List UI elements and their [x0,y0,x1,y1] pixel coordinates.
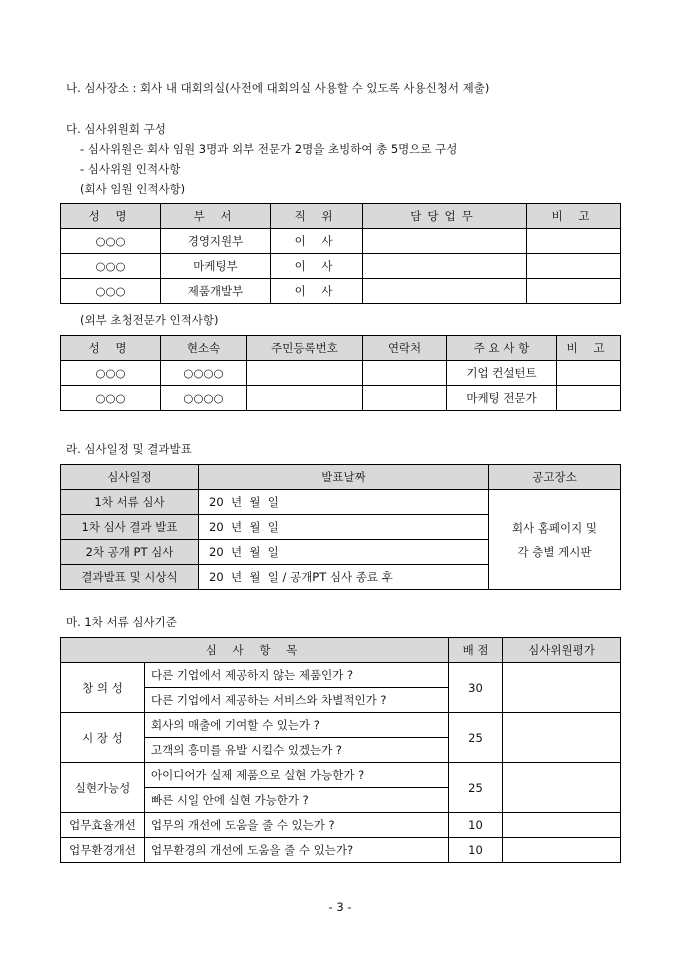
department-cell: 경영지원부 [161,229,271,254]
duty-cell [363,279,527,304]
header-cell: 직 위 [271,204,363,229]
main-point-cell: 기업 컨설턴트 [447,361,557,386]
table-row [61,279,621,304]
internal-members-table [60,203,621,304]
contact-cell [363,386,447,411]
evaluation-cell [503,838,621,863]
main-point-cell: 마케팅 전문가 [447,386,557,411]
affiliation-cell: ○○○○ [161,361,247,386]
external-caption: (외부 초청전문가 인적사항) [80,313,219,327]
header-cell: 심 사 항 목 [61,638,449,663]
evaluation-cell [503,663,621,713]
header-cell: 발표날짜 [199,465,489,490]
table-header-row [61,204,621,229]
header-cell: 성 명 [61,204,161,229]
date-cell: 20 년 월 일 / 공개PT 심사 종료 후 [199,565,489,590]
evaluation-cell [503,763,621,813]
duty-cell [363,229,527,254]
schedule-heading: 라. 심사일정 및 결과발표 [66,442,192,456]
criteria-table [60,637,621,863]
criterion-cell: 고객의 흥미를 유발 시킬수 있겠는가 ? [145,738,449,763]
table-row [61,663,621,688]
criterion-cell: 업무환경의 개선에 도움을 줄 수 있는가? [145,838,449,863]
schedule-step-cell: 2차 공개 PT 심사 [61,540,199,565]
external-experts-table [60,335,621,411]
criterion-cell: 회사의 매출에 기여할 수 있는가 ? [145,713,449,738]
place-line: 각 층별 게시판 [517,544,592,559]
place-line: 회사 홈페이지 및 [511,520,598,535]
contact-cell [363,361,447,386]
header-cell: 심사일정 [61,465,199,490]
table-row [61,361,621,386]
table-row [61,763,621,788]
committee-bullet-1: - 심사위원은 회사 임원 3명과 외부 전문가 2명을 초빙하여 총 5명으로 구성 [80,142,458,156]
date-cell: 20 년 월 일 [199,540,489,565]
score-cell: 30 [449,663,503,713]
note-cell [527,279,621,304]
score-cell: 10 [449,838,503,863]
category-cell: 시 장 성 [61,713,145,763]
table-row [61,490,621,515]
id-number-cell [247,361,363,386]
criterion-cell: 아이디어가 실제 제품으로 실현 가능한가 ? [145,763,449,788]
schedule-step-cell: 1차 서류 심사 [61,490,199,515]
name-cell: ○○○ [61,386,161,411]
announcement-place-cell [489,490,621,590]
date-cell: 20 년 월 일 [199,490,489,515]
header-cell: 담당업무 [363,204,527,229]
criterion-cell: 업무의 개선에 도움을 줄 수 있는가 ? [145,813,449,838]
venue-text: 나. 심사장소 : 회사 내 대회의실(사전에 대회의실 사용할 수 있도록 사용신청서 제출) [66,81,490,95]
header-cell: 주민등록번호 [247,336,363,361]
note-cell [527,254,621,279]
table-header-row [61,465,621,490]
header-cell: 비 고 [527,204,621,229]
committee-heading: 다. 심사위원회 구성 [66,122,166,136]
id-number-cell [247,386,363,411]
name-cell: ○○○ [61,279,161,304]
schedule-table [60,464,621,590]
category-cell: 실현가능성 [61,763,145,813]
position-cell: 이 사 [271,279,363,304]
category-cell: 업무환경개선 [61,838,145,863]
header-cell: 배 점 [449,638,503,663]
table-row [61,838,621,863]
position-cell: 이 사 [271,254,363,279]
department-cell: 제품개발부 [161,279,271,304]
table-row [61,713,621,738]
table-row [61,386,621,411]
name-cell: ○○○ [61,361,161,386]
department-cell: 마케팅부 [161,254,271,279]
header-cell: 성 명 [61,336,161,361]
category-cell: 창 의 성 [61,663,145,713]
score-cell: 25 [449,763,503,813]
position-cell: 이 사 [271,229,363,254]
header-cell: 현소속 [161,336,247,361]
schedule-step-cell: 1차 심사 결과 발표 [61,515,199,540]
affiliation-cell: ○○○○ [161,386,247,411]
score-cell: 10 [449,813,503,838]
note-cell [557,386,621,411]
evaluation-cell [503,713,621,763]
table-header-row [61,638,621,663]
criterion-cell: 다른 기업에서 제공하지 않는 제품인가 ? [145,663,449,688]
table-row [61,813,621,838]
page-number: - 3 - [328,900,352,914]
header-cell: 부 서 [161,204,271,229]
category-cell: 업무효율개선 [61,813,145,838]
criterion-cell: 다른 기업에서 제공하는 서비스와 차별적인가 ? [145,688,449,713]
score-cell: 25 [449,713,503,763]
table-row [61,254,621,279]
name-cell: ○○○ [61,254,161,279]
criteria-heading: 마. 1차 서류 심사기준 [66,615,177,629]
header-cell: 연락처 [363,336,447,361]
duty-cell [363,254,527,279]
header-cell: 주 요 사 항 [447,336,557,361]
header-cell: 공고장소 [489,465,621,490]
date-cell: 20 년 월 일 [199,515,489,540]
name-cell: ○○○ [61,229,161,254]
note-cell [557,361,621,386]
evaluation-cell [503,813,621,838]
note-cell [527,229,621,254]
schedule-step-cell: 결과발표 및 시상식 [61,565,199,590]
table-row [61,229,621,254]
header-cell: 심사위원평가 [503,638,621,663]
criterion-cell: 빠른 시일 안에 실현 가능한가 ? [145,788,449,813]
committee-bullet-2: - 심사위원 인적사항 [80,162,181,176]
header-cell: 비 고 [557,336,621,361]
table-header-row [61,336,621,361]
internal-caption: (회사 임원 인적사항) [80,182,186,196]
